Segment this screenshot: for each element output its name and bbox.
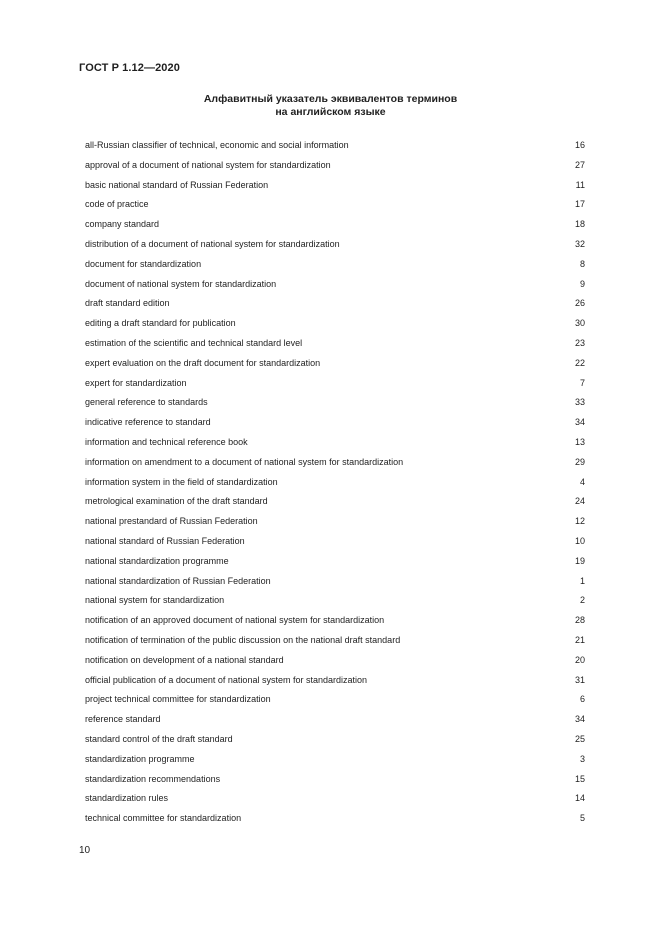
index-entry <box>85 334 585 354</box>
index-entry <box>85 611 585 631</box>
index-entry-term: distribution of a document of national system for standardization <box>85 238 340 249</box>
index-entry-number: 24 <box>574 496 585 507</box>
index-entry-number: 18 <box>574 219 585 230</box>
index-entry-term: approval of a document of national system for standardization <box>85 159 331 170</box>
index-entry-term: notification on development of a national standard <box>85 654 284 665</box>
index-entry-term: standardization recommendations <box>85 773 221 784</box>
index-entry-number: 5 <box>579 813 585 824</box>
index-entry-number: 11 <box>575 179 585 190</box>
index-entry-number: 3 <box>579 753 585 764</box>
index-entry-number: 30 <box>574 318 585 329</box>
index-entry-term: national standardization of Russian Federation <box>85 575 271 586</box>
index-entry-term: standardization rules <box>85 793 169 804</box>
index-entry-number: 22 <box>574 357 585 368</box>
index-entry-number: 6 <box>579 694 585 705</box>
index-entry <box>85 690 585 710</box>
index-entry-number: 13 <box>574 436 585 447</box>
index-entry-number: 34 <box>574 714 585 725</box>
index-entry-number: 8 <box>579 258 585 269</box>
index-entry-term: notification of termination of the public discussion on the national draft standard <box>85 634 401 645</box>
document-code-header: ГОСТ Р 1.12—2020 <box>79 62 180 74</box>
index-entry <box>85 631 585 651</box>
index-entry-number: 12 <box>574 516 585 527</box>
index-entry-term: technical committee for standardization <box>85 813 242 824</box>
index-title <box>0 93 661 119</box>
index-entry-term: basic national standard of Russian Federation <box>85 179 269 190</box>
index-entry-number: 31 <box>574 674 585 685</box>
index-entry-number: 4 <box>579 476 585 487</box>
index-entry <box>85 789 585 809</box>
index-entry <box>85 730 585 750</box>
index-entry-term: code of practice <box>85 199 149 210</box>
index-entry <box>85 215 585 235</box>
index-entry-term: national prestandard of Russian Federation <box>85 516 258 527</box>
index-entry <box>85 433 585 453</box>
index-entry-number: 23 <box>574 337 585 348</box>
index-entry <box>85 671 585 691</box>
index-entry-term: document for standardization <box>85 258 202 269</box>
index-entry-term: information system in the field of standardization <box>85 476 278 487</box>
index-entry <box>85 591 585 611</box>
index-entry-number: 28 <box>574 615 585 626</box>
index-entry-number: 33 <box>574 397 585 408</box>
index-entry-number: 16 <box>574 140 585 150</box>
index-entry-number: 2 <box>579 595 585 606</box>
index-entry <box>85 512 585 532</box>
index-entry-number: 14 <box>574 793 585 804</box>
index-entry-term: standardization programme <box>85 753 195 764</box>
index-entry <box>85 195 585 215</box>
index-entry <box>85 235 585 255</box>
index-entry <box>85 750 585 770</box>
term-index-list <box>85 136 585 829</box>
index-entry-term: notification of an approved document of national system for standardization <box>85 615 385 626</box>
index-entry-number: 25 <box>574 733 585 744</box>
index-entry-number: 27 <box>574 159 585 170</box>
index-entry-term: indicative reference to standard <box>85 417 211 428</box>
index-entry-term: draft standard edition <box>85 298 170 309</box>
index-entry-term: editing a draft standard for publication <box>85 318 236 329</box>
index-entry <box>85 453 585 473</box>
index-entry <box>85 532 585 552</box>
index-entry <box>85 710 585 730</box>
index-entry <box>85 314 585 334</box>
index-title-line-2: на английском языке <box>275 106 386 118</box>
index-entry-term: metrological examination of the draft standard <box>85 496 268 507</box>
index-entry <box>85 809 585 829</box>
index-entry <box>85 136 585 156</box>
index-entry <box>85 413 585 433</box>
index-entry <box>85 275 585 295</box>
index-entry-term: information and technical reference book <box>85 436 248 447</box>
index-entry <box>85 354 585 374</box>
index-entry <box>85 294 585 314</box>
index-entry-number: 15 <box>574 773 585 784</box>
index-entry-term: document of national system for standardization <box>85 278 277 289</box>
index-entry <box>85 492 585 512</box>
index-entry-term: expert evaluation on the draft document for standardization <box>85 357 321 368</box>
index-entry-number: 10 <box>574 535 585 546</box>
index-entry-number: 7 <box>579 377 585 388</box>
index-entry <box>85 176 585 196</box>
index-title-line-1: Алфавитный указатель эквивалентов терминов <box>203 93 458 105</box>
index-entry-number: 9 <box>579 278 585 289</box>
index-entry <box>85 393 585 413</box>
index-entry <box>85 572 585 592</box>
index-entry-number: 19 <box>574 555 585 566</box>
index-entry <box>85 374 585 394</box>
index-entry-term: information on amendment to a document of national system for standardization <box>85 456 404 467</box>
index-entry-number: 21 <box>574 634 585 645</box>
index-entry <box>85 651 585 671</box>
index-entry <box>85 552 585 572</box>
index-entry <box>85 255 585 275</box>
index-entry-term: national standard of Russian Federation <box>85 535 245 546</box>
index-entry-term: general reference to standards <box>85 397 208 408</box>
index-entry <box>85 770 585 790</box>
index-entry-term: national standardization programme <box>85 555 229 566</box>
index-entry-number: 20 <box>574 654 585 665</box>
index-entry-number: 1 <box>579 575 585 586</box>
index-entry-term: company standard <box>85 219 160 230</box>
index-entry <box>85 156 585 176</box>
index-entry-number: 34 <box>574 417 585 428</box>
index-entry-term: expert for standardization <box>85 377 187 388</box>
index-entry-number: 26 <box>574 298 585 309</box>
index-entry <box>85 473 585 493</box>
page-number: 10 <box>79 845 91 856</box>
index-entry-number: 32 <box>574 238 585 249</box>
index-entry-term: all-Russian classifier of technical, economic and social information <box>85 140 349 150</box>
index-entry-number: 29 <box>574 456 585 467</box>
index-entry-term: national system for standardization <box>85 595 225 606</box>
index-entry-term: reference standard <box>85 714 161 725</box>
index-entry-term: estimation of the scientific and technical standard level <box>85 337 303 348</box>
index-entry-term: standard control of the draft standard <box>85 733 233 744</box>
index-entry-number: 17 <box>574 199 585 210</box>
index-entry-term: official publication of a document of national system for standardization <box>85 674 367 685</box>
index-entry-term: project technical committee for standardization <box>85 694 271 705</box>
